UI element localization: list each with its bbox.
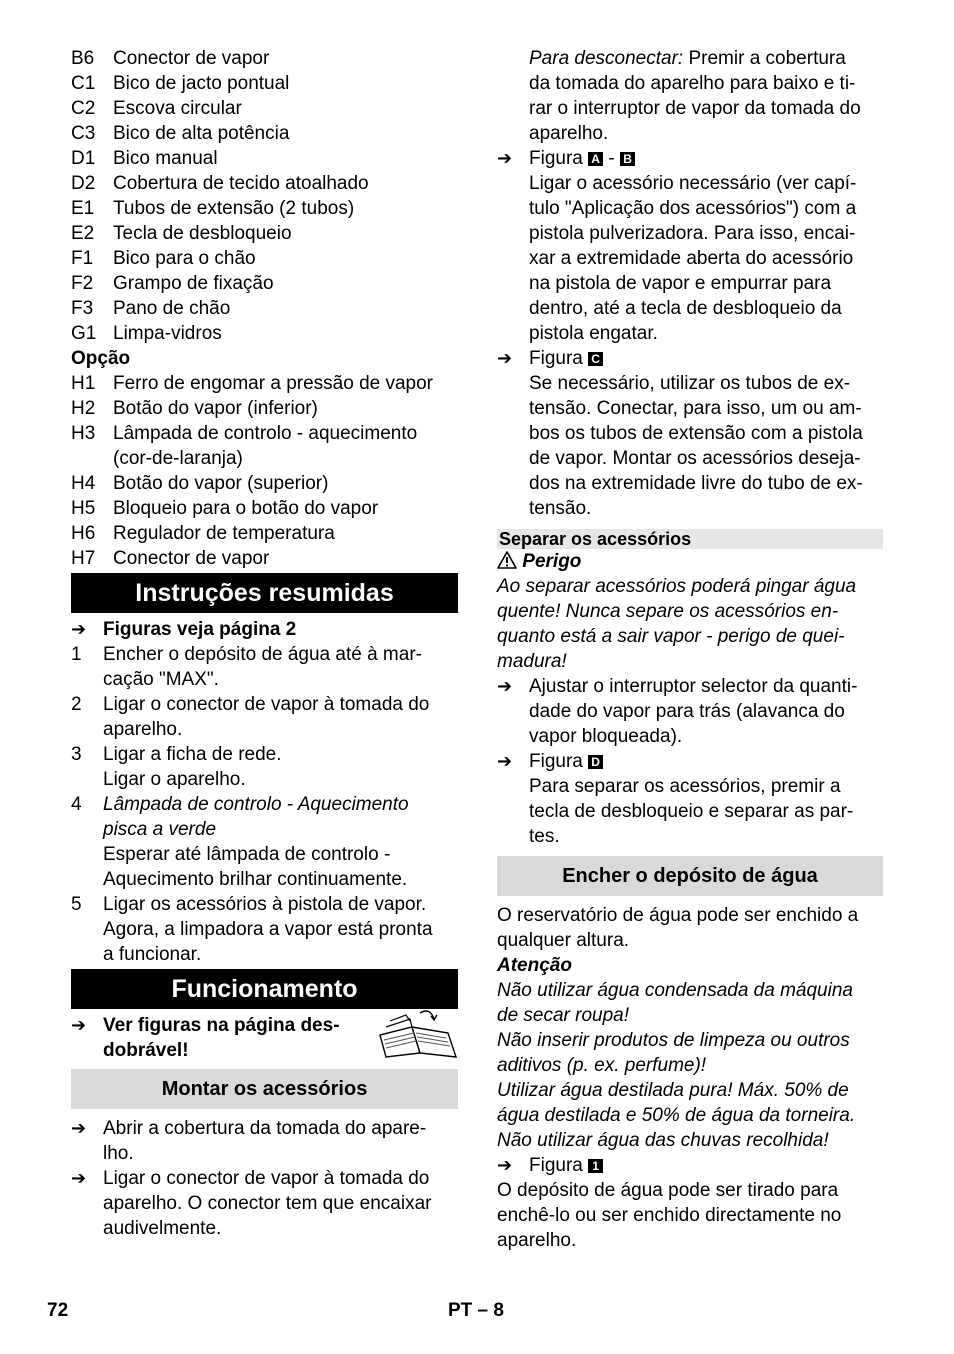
- item-code: C2: [71, 98, 96, 119]
- item-code: H3: [71, 423, 96, 444]
- arrow-right-icon: ➔: [497, 751, 513, 771]
- step-status-line: Lâmpada de controlo - Aquecimento: [103, 794, 409, 815]
- foldout-note: [71, 1013, 458, 1063]
- separate-line: tes.: [529, 826, 560, 847]
- parts-list-item: [71, 96, 458, 121]
- separate-line: tecla de desbloqueio e separar as par-: [529, 801, 854, 822]
- quick-step: [71, 792, 458, 892]
- step-line: aparelho.: [103, 719, 183, 740]
- tank-line: enchê-lo ou ser enchido directamente no: [497, 1205, 842, 1226]
- parts-list-item: [71, 121, 458, 146]
- figure-label: Figura: [529, 751, 583, 772]
- quick-figures-note: [71, 617, 458, 642]
- item-text: [113, 546, 458, 571]
- item-code: F3: [71, 298, 94, 319]
- tank-paragraph: [497, 1178, 883, 1253]
- option-heading: Opção: [71, 348, 131, 369]
- connect-line: xar a extremidade aberta do acessório: [529, 248, 854, 269]
- arrow-right-icon: ➔: [71, 1168, 87, 1188]
- item-code: F1: [71, 248, 94, 269]
- adjust-line: Ajustar o interruptor selector da quanti-: [529, 676, 858, 697]
- extension-line: Se necessário, utilizar os tubos de ex-: [529, 373, 851, 394]
- item-text-line: Bico para o chão: [113, 248, 256, 269]
- danger-line: quente! Nunca separe os acessórios en-: [497, 601, 839, 622]
- item-text-line: Conector de vapor: [113, 548, 270, 569]
- danger-paragraph: [497, 574, 883, 674]
- connect-line: pistola engatar.: [529, 323, 658, 344]
- figure-d-ref: [497, 749, 883, 774]
- item-text: [113, 521, 458, 546]
- attention-line: aditivos (p. ex. perfume)!: [497, 1055, 707, 1076]
- figure-d-text: [529, 749, 603, 774]
- connect-line: tulo "Aplicação dos acessórios") com a: [529, 198, 857, 219]
- arrow-right-icon: ➔: [497, 148, 513, 168]
- item-text-line: Bico de jacto pontual: [113, 73, 290, 94]
- attention-line: de secar roupa!: [497, 1005, 630, 1026]
- parts-list-item: [71, 271, 458, 296]
- operation-title: Funcionamento: [71, 969, 458, 1009]
- adjust-line: dade do vapor para trás (alavanca do: [529, 701, 845, 722]
- parts-list-item: [71, 71, 458, 96]
- danger-heading: [497, 549, 883, 574]
- disconnect-paragraph: [497, 46, 883, 146]
- extension-paragraph: [497, 371, 883, 521]
- disconnect-line-3: rar o interruptor de vapor da tomada do: [529, 98, 861, 119]
- item-text: [113, 196, 458, 221]
- danger-line: Ao separar acessórios poderá pingar água: [497, 576, 857, 597]
- item-text: [113, 46, 458, 71]
- quick-figures-text: Figuras veja página 2: [103, 619, 297, 640]
- parts-list-item: [71, 321, 458, 346]
- item-text: [113, 321, 458, 346]
- tank-line: O depósito de água pode ser tirado para: [497, 1180, 839, 1201]
- item-text-line: Grampo de fixação: [113, 273, 274, 294]
- extension-line: tensão.: [529, 498, 592, 519]
- option-list-item: [71, 371, 458, 396]
- step-text: [103, 742, 282, 792]
- item-code: D2: [71, 173, 96, 194]
- arrow-right-icon: ➔: [497, 1155, 513, 1175]
- item-text: [113, 96, 458, 121]
- step-line: Ligar o conector de vapor à tomada do: [103, 694, 430, 715]
- step-number: 1: [71, 644, 82, 665]
- step-text: [103, 892, 433, 967]
- item-code: E1: [71, 198, 95, 219]
- right-column: [497, 46, 883, 1253]
- quick-step: [71, 892, 458, 967]
- separate-paragraph: [497, 774, 883, 849]
- item-text: [113, 271, 458, 296]
- item-text-line: Pano de chão: [113, 298, 231, 319]
- item-text-line: Botão do vapor (inferior): [113, 398, 318, 419]
- parts-list-item: [71, 46, 458, 71]
- attention-line: Não inserir produtos de limpeza ou outros: [497, 1030, 850, 1051]
- step-text: [103, 642, 422, 692]
- option-list: [71, 371, 458, 571]
- item-text-line: Ferro de engomar a pressão de vapor: [113, 373, 434, 394]
- figure-a-badge: A: [588, 152, 603, 166]
- foldout-line-2: dobrável!: [103, 1040, 189, 1061]
- arrow-right-icon: ➔: [71, 1015, 87, 1035]
- item-code: H5: [71, 498, 96, 519]
- option-list-item: [71, 496, 458, 521]
- mount-step-1-line-2: lho.: [103, 1143, 134, 1164]
- item-text: [113, 421, 458, 471]
- warning-triangle-icon: [497, 551, 517, 569]
- parts-list-item: [71, 171, 458, 196]
- attention-line: Não utilizar água das chuvas recolhida!: [497, 1130, 829, 1151]
- left-column: [71, 46, 458, 1241]
- item-code: H2: [71, 398, 96, 419]
- parts-list-item: [71, 296, 458, 321]
- tank-line: aparelho.: [497, 1230, 577, 1251]
- item-text: [113, 221, 458, 246]
- separate-line: Para separar os acessórios, premir a: [529, 776, 841, 797]
- adjust-text: [529, 674, 857, 749]
- mount-step-2-line-3: audivelmente.: [103, 1218, 222, 1239]
- option-list-item: [71, 521, 458, 546]
- step-number: 2: [71, 694, 82, 715]
- step-number: 3: [71, 744, 82, 765]
- quick-step: [71, 742, 458, 792]
- figure-label: Figura: [529, 348, 583, 369]
- step-status-line: pisca a verde: [103, 819, 217, 840]
- step-line: Ligar o aparelho.: [103, 769, 246, 790]
- step-text: [103, 692, 429, 742]
- step-text: [103, 792, 409, 892]
- extension-line: dos na extremidade livre do tubo de ex-: [529, 473, 863, 494]
- option-list-item: [71, 546, 458, 571]
- connect-line: na pistola de vapor e empurrar para: [529, 273, 832, 294]
- step-number: 5: [71, 894, 82, 915]
- item-text-line: Tecla de desbloqueio: [113, 223, 292, 244]
- option-list-item: [71, 421, 458, 471]
- figure-c-badge: C: [588, 352, 603, 366]
- fill-intro: [497, 903, 883, 953]
- danger-line: madura!: [497, 651, 567, 672]
- page-number: 72: [47, 1300, 69, 1321]
- figure-1-badge: 1: [588, 1159, 603, 1173]
- danger-line: quanto está a sair vapor - perigo de quei-: [497, 626, 845, 647]
- mount-step-2: [71, 1166, 458, 1241]
- step-line: a funcionar.: [103, 944, 202, 965]
- item-text: [113, 496, 458, 521]
- item-code: H4: [71, 473, 96, 494]
- mount-step-2-line-1: Ligar o conector de vapor à tomada do: [103, 1168, 430, 1189]
- mount-step-1-line-1: Abrir a cobertura da tomada do apare-: [103, 1118, 427, 1139]
- option-list-item: [71, 471, 458, 496]
- attention-line: água destilada e 50% de água da torneira.: [497, 1105, 856, 1126]
- attention-line: Utilizar água destilada pura! Máx. 50% de: [497, 1080, 849, 1101]
- item-text-line: Tubos de extensão (2 tubos): [113, 198, 355, 219]
- adjust-step: [497, 674, 883, 749]
- figure-1-ref: [497, 1153, 883, 1178]
- item-text-line: Lâmpada de controlo - aquecimento: [113, 423, 418, 444]
- figure-a-b-ref: [497, 146, 883, 171]
- mount-accessories-title: Montar os acessórios: [71, 1069, 458, 1109]
- step-line: Aquecimento brilhar continuamente.: [103, 869, 408, 890]
- fill-intro-line: qualquer altura.: [497, 930, 630, 951]
- connect-line: pistola pulverizadora. Para isso, encai-: [529, 223, 856, 244]
- parts-list: [71, 46, 458, 346]
- connect-paragraph: [497, 171, 883, 346]
- option-list-item: [71, 396, 458, 421]
- figure-a-b-text: [529, 146, 635, 171]
- extension-line: tensão. Conectar, para isso, um ou am-: [529, 398, 862, 419]
- item-code: B6: [71, 48, 95, 69]
- disconnect-line-1: Premir a cobertura: [683, 48, 846, 69]
- quick-step: [71, 692, 458, 742]
- adjust-line: vapor bloqueada).: [529, 726, 683, 747]
- foldout-book-icon: [376, 1007, 458, 1059]
- item-text: [113, 371, 458, 396]
- quick-step: [71, 642, 458, 692]
- item-text-line: (cor-de-laranja): [113, 448, 243, 469]
- item-code: H7: [71, 548, 96, 569]
- item-text-line: Bloqueio para o botão do vapor: [113, 498, 379, 519]
- step-line: Esperar até lâmpada de controlo -: [103, 844, 391, 865]
- step-line: Ligar os acessórios à pistola de vapor.: [103, 894, 427, 915]
- mount-step-1-text: [103, 1116, 426, 1166]
- figure-1-text: [529, 1153, 603, 1178]
- figure-label: Figura: [529, 1155, 583, 1176]
- item-text-line: Regulador de temperatura: [113, 523, 335, 544]
- item-code: E2: [71, 223, 95, 244]
- parts-list-item: [71, 221, 458, 246]
- item-text: [113, 71, 458, 96]
- fill-tank-title: Encher o depósito de água: [497, 856, 883, 896]
- item-text: [113, 471, 458, 496]
- item-code: H1: [71, 373, 96, 394]
- item-text-line: Botão do vapor (superior): [113, 473, 329, 494]
- item-text-line: Bico manual: [113, 148, 218, 169]
- attention-label: Atenção: [497, 955, 572, 976]
- mount-step-2-line-2: aparelho. O conector tem que encaixar: [103, 1193, 432, 1214]
- disconnect-line-2: da tomada do aparelho para baixo e ti-: [529, 73, 856, 94]
- item-text: [113, 171, 458, 196]
- figure-label: Figura: [529, 148, 583, 169]
- quick-instructions-title: Instruções resumidas: [71, 573, 458, 613]
- item-code: C1: [71, 73, 96, 94]
- item-text: [113, 246, 458, 271]
- quick-steps: [71, 642, 458, 967]
- item-text-line: Conector de vapor: [113, 48, 270, 69]
- item-text-line: Bico de alta potência: [113, 123, 290, 144]
- parts-list-item: [71, 246, 458, 271]
- separate-accessories-title: Separar os acessórios: [497, 529, 883, 549]
- item-text-line: Cobertura de tecido atoalhado: [113, 173, 369, 194]
- step-line: Ligar a ficha de rede.: [103, 744, 282, 765]
- item-code: F2: [71, 273, 94, 294]
- danger-label: Perigo: [522, 551, 582, 572]
- disconnect-line-4: aparelho.: [529, 123, 609, 144]
- figure-b-badge: B: [620, 152, 635, 166]
- figure-d-badge: D: [588, 755, 603, 769]
- figure-c-ref: [497, 346, 883, 371]
- mount-step-1: [71, 1116, 458, 1166]
- attention-line: Não utilizar água condensada da máquina: [497, 980, 853, 1001]
- figure-c-text: [529, 346, 603, 371]
- foldout-line-1: Ver figuras na página des-: [103, 1015, 340, 1036]
- foldout-note-text: [103, 1013, 340, 1063]
- item-text: [113, 396, 458, 421]
- figure-dash: -: [603, 148, 621, 169]
- language-page-label: PT – 8: [448, 1300, 504, 1321]
- item-text: [113, 296, 458, 321]
- parts-list-item: [71, 146, 458, 171]
- connect-line: Ligar o acessório necessário (ver capí-: [529, 173, 857, 194]
- extension-line: bos os tubos de extensão com a pistola: [529, 423, 863, 444]
- item-code: G1: [71, 323, 97, 344]
- item-text: [113, 121, 458, 146]
- step-number: 4: [71, 794, 82, 815]
- mount-step-2-text: [103, 1166, 431, 1241]
- step-line: Encher o depósito de água até à mar-: [103, 644, 422, 665]
- item-text-line: Limpa-vidros: [113, 323, 222, 344]
- item-code: D1: [71, 148, 96, 169]
- step-line: cação "MAX".: [103, 669, 219, 690]
- arrow-right-icon: ➔: [71, 619, 87, 639]
- item-code: H6: [71, 523, 96, 544]
- arrow-right-icon: ➔: [497, 676, 513, 696]
- parts-list-item: [71, 196, 458, 221]
- item-text-line: Escova circular: [113, 98, 242, 119]
- fill-intro-line: O reservatório de água pode ser enchido a: [497, 905, 859, 926]
- attention-paragraph: [497, 978, 883, 1153]
- connect-line: dentro, até a tecla de desbloqueio da: [529, 298, 842, 319]
- step-line: Agora, a limpadora a vapor está pronta: [103, 919, 433, 940]
- disconnect-label: Para desconectar:: [529, 48, 684, 69]
- arrow-right-icon: ➔: [71, 1118, 87, 1138]
- foldout-note-text-row: [71, 1013, 340, 1063]
- item-text: [113, 146, 458, 171]
- arrow-right-icon: ➔: [497, 348, 513, 368]
- item-code: C3: [71, 123, 96, 144]
- extension-line: de vapor. Montar os acessórios deseja-: [529, 448, 861, 469]
